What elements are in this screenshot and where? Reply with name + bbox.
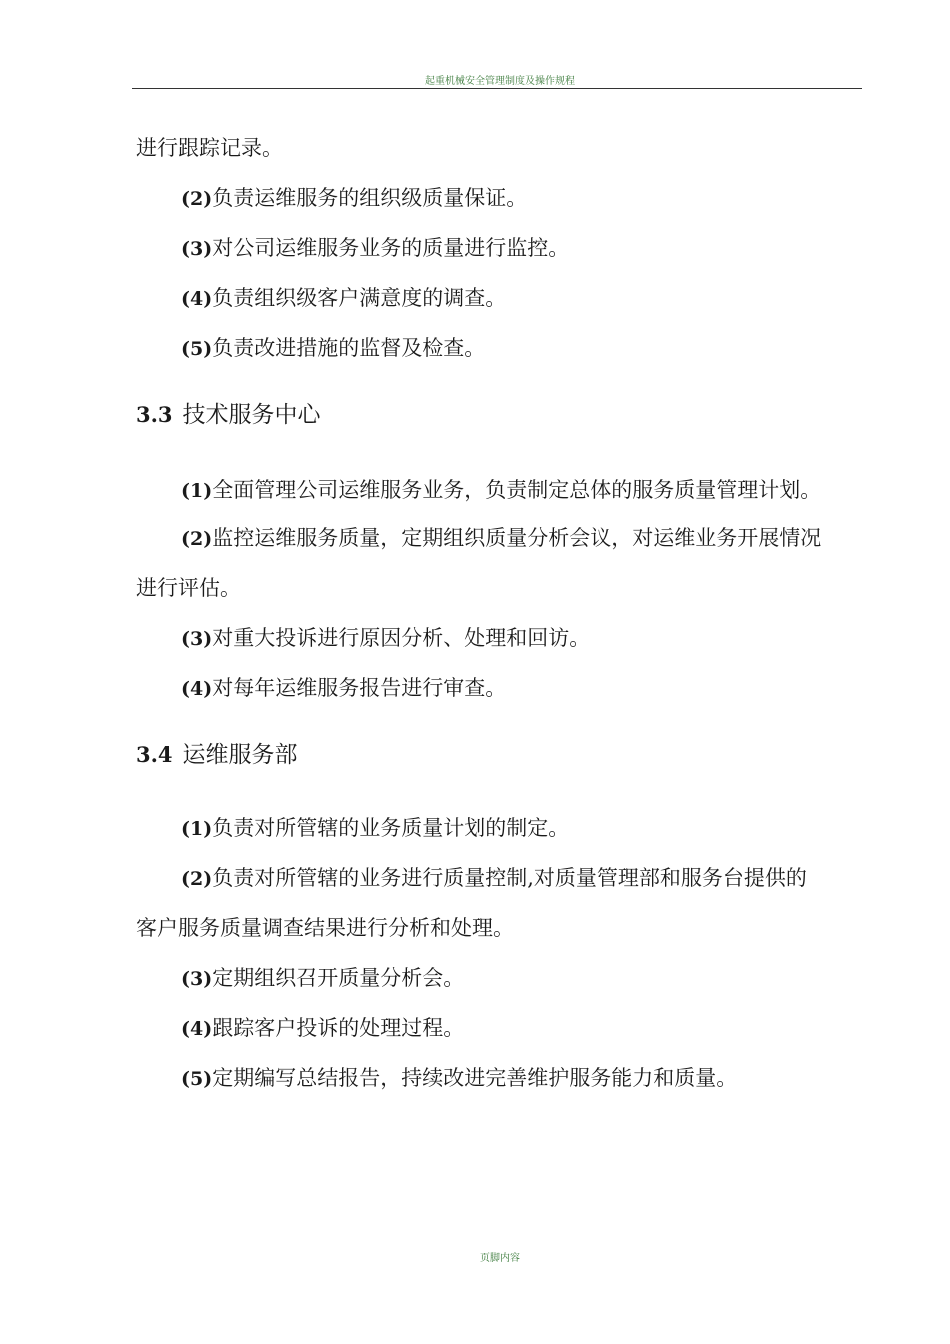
- item-number: (4): [181, 288, 213, 310]
- item-text: 跟踪客户投诉的处理过程。: [212, 1016, 465, 1040]
- list-item: [181, 864, 807, 893]
- item-number: (1): [181, 818, 213, 840]
- item-text: 对重大投诉进行原因分析、处理和回访。: [212, 626, 591, 650]
- item-text: 定期组织召开质量分析会。: [212, 966, 465, 990]
- section-heading-3-3: [136, 400, 321, 430]
- page-footer: 页脚内容: [480, 1253, 520, 1264]
- item-number: (3): [181, 968, 213, 990]
- item-number: (5): [181, 1068, 213, 1090]
- item-text: 定期编写总结报告，持续改进完善维护服务能力和质量。: [212, 1066, 738, 1090]
- item-continuation: 进行评估。: [136, 576, 241, 600]
- list-item: [181, 674, 506, 703]
- list-item: [181, 964, 464, 993]
- item-number: (2): [181, 188, 213, 210]
- list-item: [181, 476, 821, 505]
- list-item: [181, 234, 569, 263]
- item-text: 负责运维服务的组织级质量保证。: [212, 186, 528, 210]
- item-text: 负责对所管辖的业务质量计划的制定。: [212, 816, 570, 840]
- item-number: (5): [181, 338, 213, 360]
- item-text: 对公司运维服务业务的质量进行监控。: [212, 236, 570, 260]
- section-title: 技术服务中心: [182, 402, 321, 428]
- continuation-text: 进行跟踪记录。: [136, 136, 283, 160]
- item-number: (2): [181, 868, 213, 890]
- item-text: 负责组织级客户满意度的调查。: [212, 286, 507, 310]
- page-header: 起重机械安全管理制度及操作规程: [425, 76, 575, 87]
- section-number: 3.4: [136, 742, 173, 767]
- item-continuation: 客户服务质量调查结果进行分析和处理。: [136, 916, 514, 940]
- item-number: (4): [181, 1018, 213, 1040]
- list-item: [181, 624, 590, 653]
- section-heading-3-4: [136, 740, 298, 770]
- header-divider: [132, 88, 862, 89]
- section-title: 运维服务部: [182, 742, 298, 768]
- item-number: (2): [181, 528, 213, 550]
- item-text: 对每年运维服务报告进行审查。: [212, 676, 507, 700]
- list-item: [181, 184, 527, 213]
- item-number: (3): [181, 628, 213, 650]
- item-number: (3): [181, 238, 213, 260]
- list-item: [181, 1014, 464, 1043]
- item-text: 全面管理公司运维服务业务，负责制定总体的服务质量管理计划。: [212, 478, 822, 502]
- item-text: 监控运维服务质量，定期组织质量分析会议，对运维业务开展情况: [212, 526, 822, 550]
- list-item: [181, 524, 821, 553]
- list-item: [181, 814, 569, 843]
- item-text: 负责改进措施的监督及检查。: [212, 336, 486, 360]
- section-number: 3.3: [136, 402, 173, 427]
- list-item: [181, 1064, 737, 1093]
- item-number: (1): [181, 480, 213, 502]
- list-item: [181, 334, 485, 363]
- item-number: (4): [181, 678, 213, 700]
- item-text: 负责对所管辖的业务进行质量控制,对质量管理部和服务台提供的: [212, 866, 807, 890]
- list-item: [181, 284, 506, 313]
